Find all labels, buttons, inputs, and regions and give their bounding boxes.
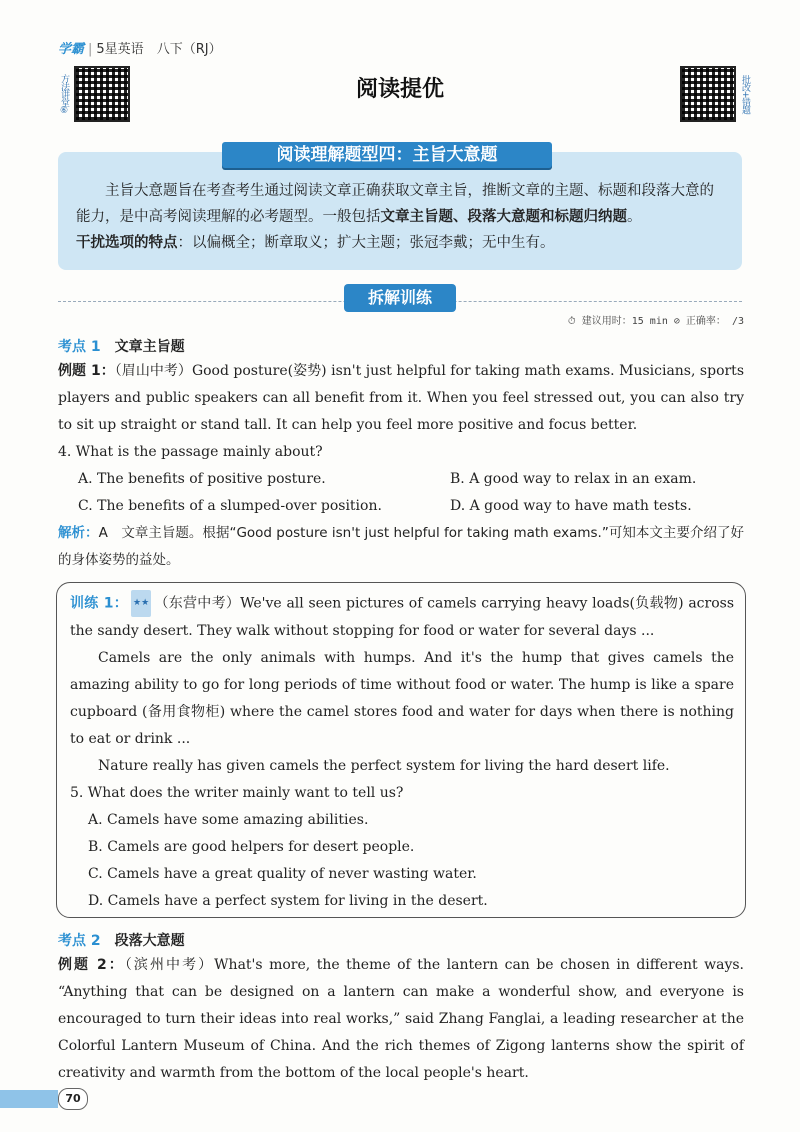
kaodian-label: 考点 1 (58, 339, 101, 355)
intro-text (76, 178, 726, 256)
option-c: C. The benefits of a slumped-over position. (78, 498, 382, 514)
intro-bold: 文章主旨题、段落大意题和标题归纳题 (380, 209, 627, 225)
training-para: Camels are the only animals with humps. And it's the hump that gives camels the amazing ability to go for long periods of time without food or water. The hump is like a spare cupboard (备用食物柜) where the camel stores food and water for days when there is nothing to eat or drink ... (70, 649, 734, 747)
analysis-label: 解析： (58, 525, 99, 541)
option-b: B. Camels are good helpers for desert people. (88, 838, 415, 855)
intro-end: 。 (627, 209, 642, 225)
options-row (58, 493, 744, 520)
example-label: 例题 2： (58, 957, 125, 973)
option-d: D. Camels have a perfect system for living in the desert. (88, 892, 488, 909)
example-2 (58, 952, 744, 1087)
time-info: ⏱ 建议用时：15 min ⊘ 正确率： /3 (567, 316, 744, 327)
training-para: Nature really has given camels the perfect system for living the hard desert life. (98, 757, 670, 774)
option-c: C. Camels have a great quality of never wasting water. (88, 865, 477, 882)
distractor-text: ：以偏概全；断章取义；扩大主题；张冠李戴；无中生有。 (177, 235, 555, 251)
qr-right-label: 批改+错题 (740, 74, 750, 114)
kaodian-label: 考点 2 (58, 933, 101, 949)
example-label: 例题 1： (58, 363, 115, 379)
option-a: A. The benefits of positive posture. (78, 471, 326, 487)
page-title: 阅读提优 (355, 77, 444, 102)
kaodian-title: 文章主旨题 (114, 339, 185, 355)
training-label: 训练 1： (70, 595, 129, 612)
intro-banner: 阅读理解题型四：主旨大意题 (222, 142, 552, 168)
example-text: Good posture(姿势) isn't just helpful for taking math exams. Musicians, sports players and public speakers can all benefit from it. When you feel stressed out, you can also try to sit up straight or stand tall. It can help you feel more positive and focus better. (58, 363, 744, 433)
kaodian-title: 段落大意题 (114, 933, 185, 949)
page-number-bar (0, 1090, 58, 1108)
example-source: （滨州中考） (124, 957, 215, 973)
example-text: What's more, the theme of the lantern can be chosen in different ways. “Anything that can be designed on a lantern can make a wonderful show, and everyone is encouraged to turn their ideas into real works,” said Zhang Fanglai, a leading researcher at the Colorful Lantern Museum of China. And the rich themes of Zigong lanterns show the spirit of creativity and warmth from the bottom of the local people's heart. (58, 957, 745, 1081)
intro-line: 主旨大意题旨在考查考生通过阅读文章正确获取文章主旨，推断文章的主题、标题和段落大意的能力，是中高考阅读理解的必考题型。一般包括 (76, 183, 714, 225)
kaodian-1 (58, 336, 185, 356)
section-tag: 拆解训练 (344, 284, 456, 312)
analysis (58, 520, 744, 574)
page-number: 70 (58, 1088, 88, 1110)
kaodian-2 (58, 930, 185, 950)
option-a: A. Camels have some amazing abilities. (88, 811, 369, 828)
question: 4. What is the passage mainly about? (58, 444, 323, 460)
running-header: 学霸 | 5星英语 八下（RJ） (58, 42, 222, 57)
brand-logo: 学霸 (58, 42, 85, 57)
difficulty-stars-icon: ★★ (131, 590, 151, 617)
example-source: （眉山中考） (114, 363, 192, 379)
series-name: 5星英语 (96, 42, 144, 57)
training-source: （东营中考） (154, 595, 241, 612)
option-b: B. A good way to relax in an exam. (450, 471, 697, 487)
options-row (58, 466, 744, 493)
distractor-label: 干扰选项的特点 (76, 235, 178, 251)
training-para: We've all seen pictures of camels carrying heavy loads(负载物) across the sandy desert. They walk without stopping for food or water for several days ... (70, 595, 735, 639)
example-1 (58, 358, 744, 574)
option-d: D. A good way to have math tests. (450, 498, 692, 514)
training-1 (70, 590, 734, 915)
question: 5. What does the writer mainly want to tell us? (70, 784, 404, 801)
grade-label: 八下（RJ） (156, 42, 222, 57)
qr-left-label: 方法讲堂⑥ (59, 73, 69, 115)
analysis-text: A 文章主旨题。根据“Good posture isn't just helpful for taking math exams.”可知本文主要介绍了好的身体姿势的益处。 (58, 525, 745, 568)
